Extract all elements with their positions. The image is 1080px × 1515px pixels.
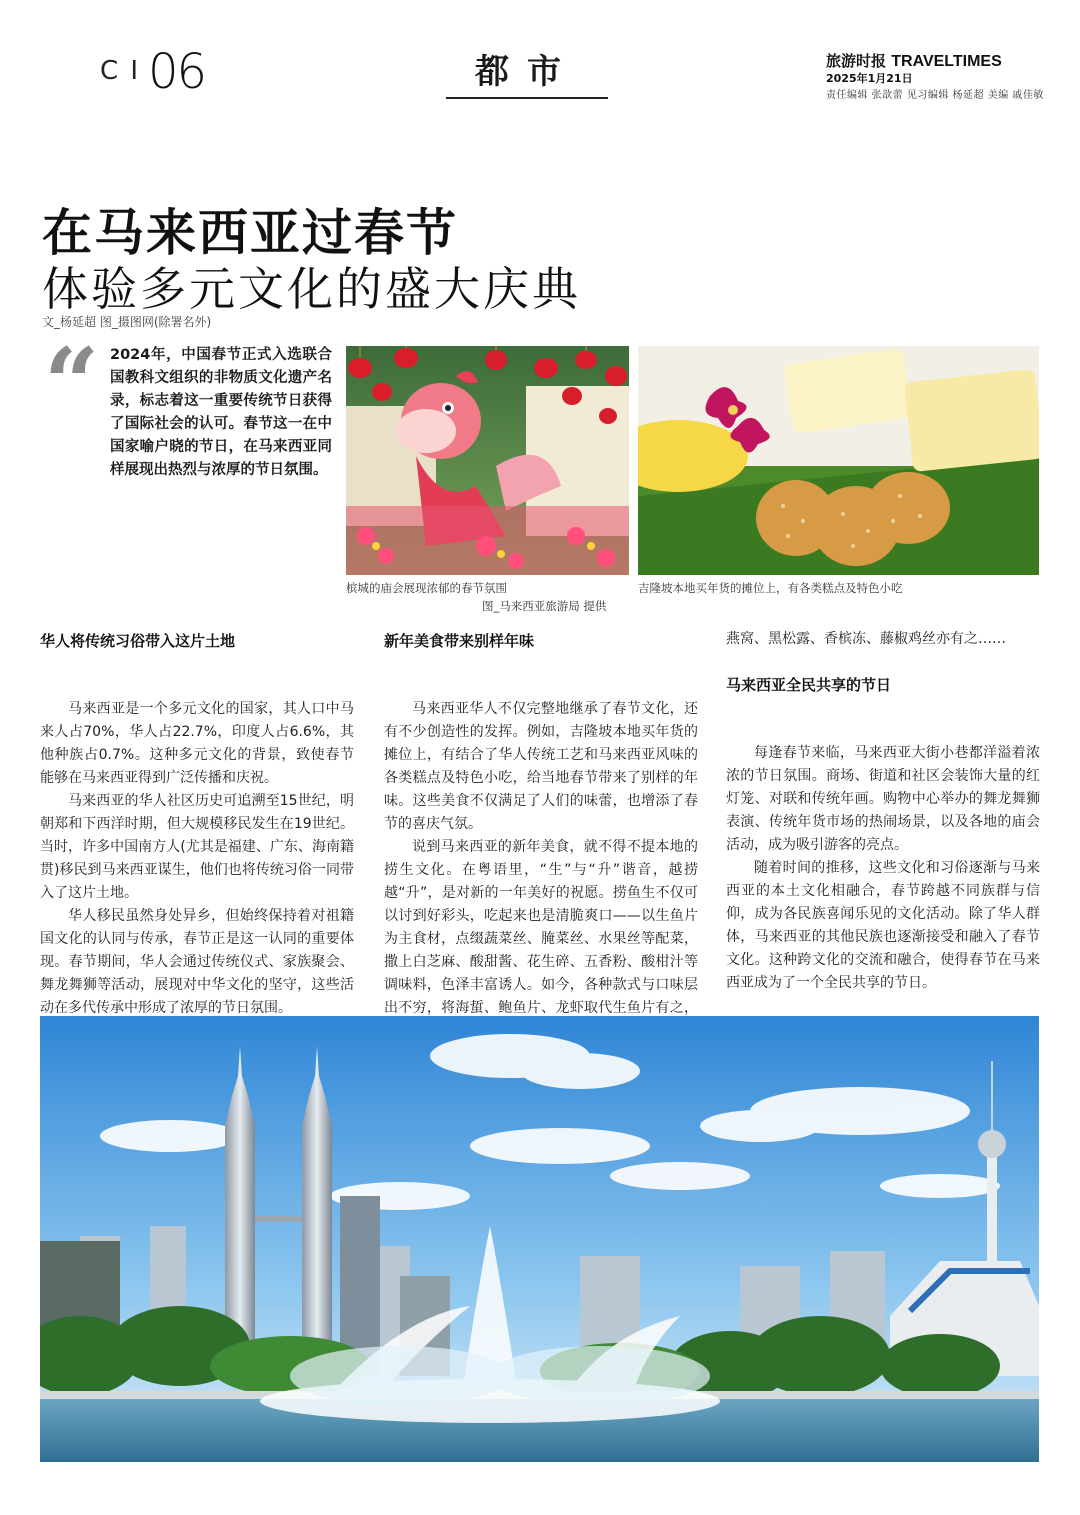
col1-paragraph-2: 马来西亚的华人社区历史可追溯至15世纪，明朝郑和下西洋时期，但大规模移民发生在19世纪。当时，许多中国南方人(尤其是福建、广东、海南籍贯)移民到马来西亚谋生，他们也将传统习俗一同带入了这片土地。 [40,793,354,901]
article-headline: 在马来西亚过春节 [42,203,458,262]
col3-paragraph-1: 每逢春节来临，马来西亚大街小巷都洋溢着浓浓的节日氛围。商场、街道和社区会装饰大量的红灯笼、对联和传统年画。购物中心举办的舞龙舞狮表演、传统年货市场的热闹场景，以及各地的庙会活动，成为吸引游客的亮点。 [726,745,1040,853]
col2-paragraph-2: 说到马来西亚的新年美食，就不得不提本地的捞生文化。在粤语里，“生”与“升”谐音，越捞越“升”，是对新的一年美好的祝愿。捞鱼生不仅可以讨到好彩头，吃起来也是清脆爽口——以生鱼片为主食材，点缀蔬菜丝、腌菜丝、水果丝等配菜，撒上白芝麻、酸甜酱、花生碎、五香粉、酸柑汁等调味料，色泽丰富诱人。如今，各种款式与口味层出不穷，将海蜇、鲍鱼片、龙虾取代生鱼片有之， [384,839,698,1016]
section-code: C I [100,56,141,86]
col3-paragraph-2: 随着时间的推移，这些文化和习俗逐渐与马来西亚的本土文化相融合，春节跨越不同族群与信仰，成为各民族喜闻乐见的文化活动。除了华人群体，马来西亚的其他民族也逐渐接受和融入了春节文化。这种跨文化的交流和融合，使得春节在马来西亚成为了一个全民共享的节日。 [726,860,1040,991]
newspaper-name-en: TRAVELTIMES [891,53,1002,70]
body-column-1 [40,630,354,1020]
separator: I [130,56,141,86]
col2-paragraph-1: 马来西亚华人不仅完整地继承了春节文化，还有不少创造性的发挥。例如，吉隆坡本地买年货的摊位上，有结合了华人传统工艺和马来西亚风味的各类糕点及特色小吃，给当地春节带来了别样的年味。这些美食不仅满足了人们的味蕾，也增添了春节的喜庆气氛。 [384,701,698,832]
section-divider [446,97,608,99]
issue-date: 2025年1月21日 [826,72,913,85]
section-name: 都市 [475,52,579,92]
editor-credits: 责任编辑 张歆蕾 见习编辑 杨延超 美编 戚佳敏 [826,90,1044,101]
new-year-snacks-photo [638,346,1039,575]
quote-mark-icon: “ [44,327,100,440]
col1-heading: 华人将传统习俗带入这片土地 [40,632,236,650]
lead-paragraph: 2024年，中国春节正式入选联合国教科文组织的非物质文化遗产名录，标志着这一重要传统节日获得了国际社会的认可。春节这一在中国家喻户晓的节日，在马来西亚同样展现出热烈与浓厚的节日氛围。 [110,347,332,478]
byline: 文_杨延超 图_摄图网(除署名外) [42,315,212,329]
article-subheadline: 体验多元文化的盛大庆典 [42,262,581,316]
kuala-lumpur-skyline-photo [40,1016,1039,1462]
col1-paragraph-1: 马来西亚是一个多元文化的国家，其人口中马来人占70%，华人占22.7%，印度人占6.6%，其他种族占0.7%。这种多元文化的背景，致使春节能够在马来西亚得到广泛传播和庆祝。 [40,701,354,786]
col3-continuation: 燕窝、黑松露、香槟冻、藤椒鸡丝亦有之…… [726,631,1006,647]
photo2-caption: 吉隆坡本地买年货的摊位上，有各类糕点及特色小吃 [638,581,903,595]
col2-heading: 新年美食带来别样年味 [384,632,535,650]
page-number: 06 [148,44,206,100]
body-column-3 [726,628,1040,995]
col1-paragraph-3: 华人移民虽然身处异乡，但始终保持着对祖籍国文化的认同与传承，春节正是这一认同的重要体现。春节期间，华人会通过传统仪式、家族聚会、舞龙舞狮等活动，展现对中华文化的坚守，这些活动在多代传承中形成了浓厚的节日氛围。 [40,908,354,1016]
body-column-2 [384,630,698,1043]
temple-fair-photo [346,346,629,575]
photo1-credit: 图_马来西亚旅游局 提供 [482,599,607,613]
newspaper-name: 旅游时报 TRAVELTIMES [826,52,1002,70]
photo1-caption: 槟城的庙会展现浓郁的春节氛围 [346,581,507,595]
col3-heading: 马来西亚全民共享的节日 [726,676,892,694]
